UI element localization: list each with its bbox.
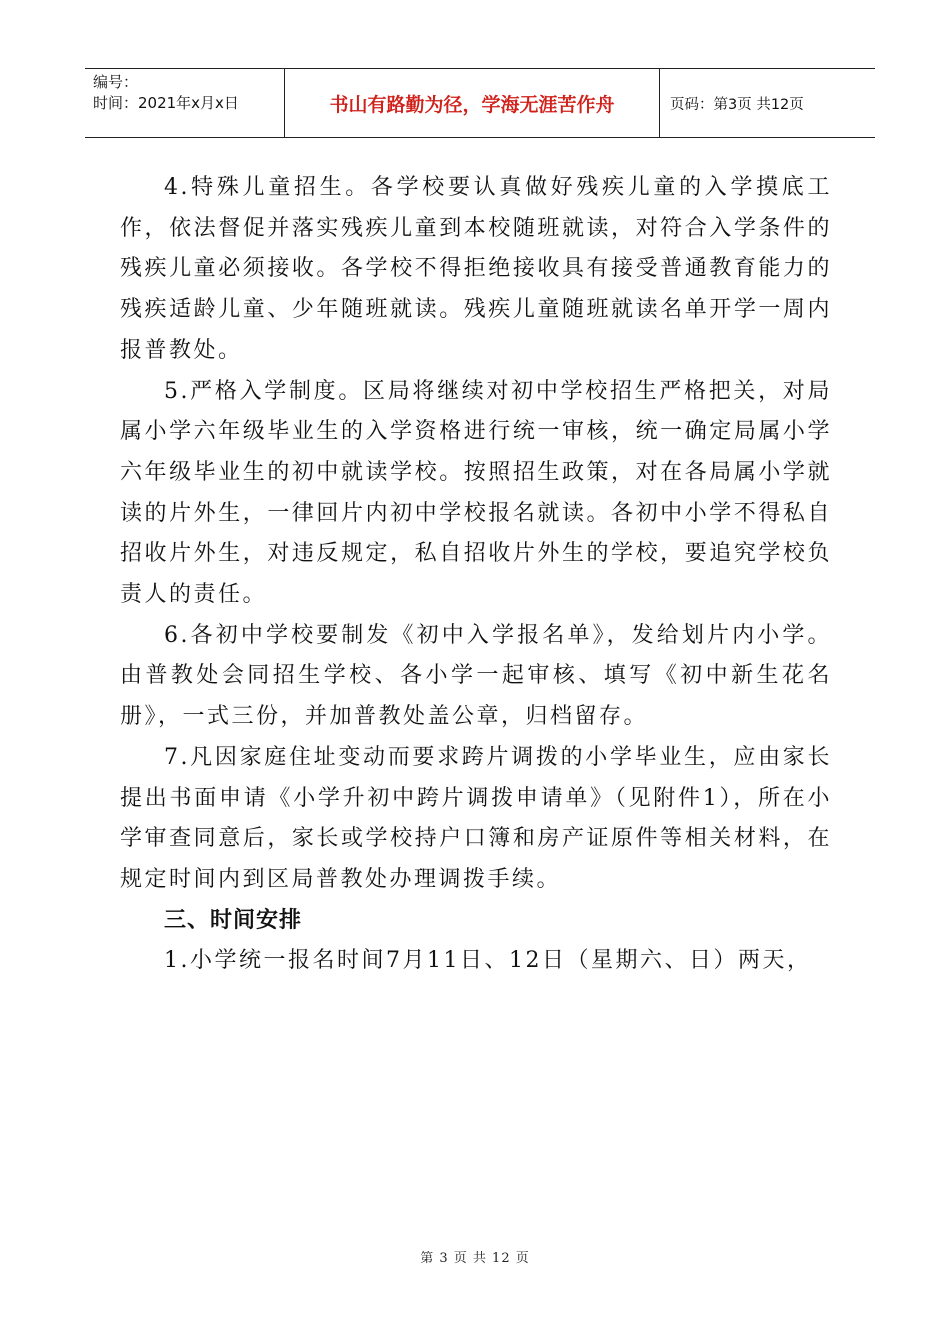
header-number: 编号： <box>93 73 139 91</box>
header-page-number: 页码：第3页 共12页 <box>670 96 804 113</box>
document-body <box>120 168 832 982</box>
paragraph-7: 7.凡因家庭住址变动而要求跨片调拨的小学毕业生，应由家长提出书面申请《小学升初中跨片调拨申请单》（见附件1），所在小学审查同意后，家长或学校持户口簿和房产证原件等相关材料，在规定时间内到区局普教处办理调拨手续。 <box>120 744 832 892</box>
section-heading-schedule: 三、时间安排 <box>164 907 303 933</box>
header-motto: 书山有路勤为径，学海无涯苦作舟 <box>285 69 660 137</box>
paragraph-6: 6.各初中学校要制发《初中入学报名单》，发给划片内小学。由普教处会同招生学校、各小学一起审核、填写《初中新生花名册》，一式三份，并加普教处盖公章，归档留存。 <box>120 622 832 730</box>
header-time: 时间：2021年x月x日 <box>93 94 239 112</box>
paragraph-5: 5.严格入学制度。区局将继续对初中学校招生严格把关，对局属小学六年级毕业生的入学资格进行统一审核，统一确定局属小学六年级毕业生的初中就读学校。按照招生政策，对在各局属小学就读的片外生，一律回片内初中学校报名就读。各初中小学不得私自招收片外生，对违反规定，私自招收片外生的学校，要追究学校负责人的责任。 <box>120 378 832 608</box>
document-header <box>85 68 875 138</box>
header-meta <box>85 69 285 137</box>
page-footer: 第 3 页 共 12 页 <box>420 1251 530 1266</box>
paragraph-schedule-1: 1.小学统一报名时间7月11日、12日（星期六、日）两天， <box>164 948 812 974</box>
paragraph-4: 4.特殊儿童招生。各学校要认真做好残疾儿童的入学摸底工作，依法督促并落实残疾儿童到本校随班就读，对符合入学条件的残疾儿童必须接收。各学校不得拒绝接收具有接受普通教育能力的残疾适龄儿童、少年随班就读。残疾儿童随班就读名单开学一周内报普教处。 <box>120 175 832 363</box>
